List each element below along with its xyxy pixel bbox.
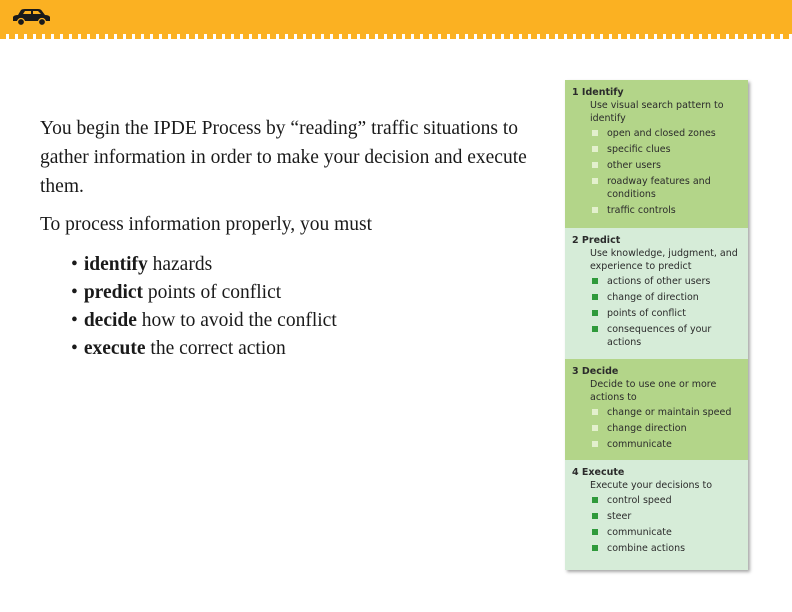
bullet-text: points of conflict [143, 282, 282, 303]
step-item: communicate [590, 438, 742, 451]
square-bullet-icon [592, 146, 598, 152]
step-item: roadway features and conditions [590, 175, 742, 201]
square-bullet-icon [592, 409, 598, 415]
step-decide [565, 359, 748, 460]
square-bullet-icon [592, 130, 598, 136]
step-intro: Use visual search pattern to identify [590, 100, 724, 124]
square-bullet-icon [592, 497, 598, 503]
bullet-item [71, 279, 540, 307]
main-text [40, 114, 540, 363]
step-intro: Use knowledge, judgment, and experience to predict [590, 248, 738, 272]
bullet-item [71, 335, 540, 363]
step-list [590, 275, 742, 349]
step-item: control speed [590, 494, 742, 507]
square-bullet-icon [592, 162, 598, 168]
step-title: 4 Execute [572, 467, 625, 478]
step-identify [565, 80, 748, 228]
step-list [590, 127, 742, 217]
bullet-item [71, 307, 540, 335]
step-item: consequences of your actions [590, 323, 742, 349]
ipde-bullet-list [71, 251, 540, 363]
bullet-keyword: predict [83, 282, 144, 303]
bullet-text: the correct action [145, 338, 286, 359]
car-icon [10, 7, 52, 27]
step-item: change or maintain speed [590, 406, 742, 419]
square-bullet-icon [592, 310, 598, 316]
bullet-text: how to avoid the conflict [136, 310, 337, 331]
bullet-dot: • [71, 338, 78, 359]
step-item: change direction [590, 422, 742, 435]
step-execute [565, 460, 748, 570]
bullet-dot: • [71, 282, 78, 303]
square-bullet-icon [592, 425, 598, 431]
square-bullet-icon [592, 278, 598, 284]
step-item: combine actions [590, 542, 742, 555]
square-bullet-icon [592, 326, 598, 332]
step-list [590, 494, 742, 555]
step-item: open and closed zones [590, 127, 742, 140]
bullet-text: hazards [147, 254, 213, 275]
bullet-dot: • [71, 310, 78, 331]
step-item: traffic controls [590, 204, 742, 217]
step-list [590, 406, 742, 451]
bullet-keyword: execute [83, 338, 146, 359]
ipde-chart-panel [565, 80, 748, 570]
step-item: change of direction [590, 291, 742, 304]
step-title: 2 Predict [572, 235, 621, 246]
step-item: other users [590, 159, 742, 172]
step-item: actions of other users [590, 275, 742, 288]
bullet-item [71, 251, 540, 279]
square-bullet-icon [592, 207, 598, 213]
step-intro: Execute your decisions to [590, 480, 713, 491]
step-item: specific clues [590, 143, 742, 156]
step-title: 1 Identify [572, 87, 624, 98]
intro-paragraph: You begin the IPDE Process by “reading” traffic situations to gather information in order to make your decision and execute them. [40, 118, 527, 197]
step-item: steer [590, 510, 742, 523]
lead-paragraph: To process information properly, you must [40, 214, 373, 235]
square-bullet-icon [592, 513, 598, 519]
square-bullet-icon [592, 178, 598, 184]
step-item: communicate [590, 526, 742, 539]
header-edge [0, 34, 792, 39]
square-bullet-icon [592, 441, 598, 447]
bullet-keyword: identify [83, 254, 148, 275]
step-title: 3 Decide [572, 366, 619, 377]
bullet-dot: • [71, 254, 78, 275]
square-bullet-icon [592, 529, 598, 535]
square-bullet-icon [592, 294, 598, 300]
step-item: points of conflict [590, 307, 742, 320]
header-bar [0, 0, 792, 34]
square-bullet-icon [592, 545, 598, 551]
bullet-keyword: decide [83, 310, 137, 331]
step-intro: Decide to use one or more actions to [590, 379, 717, 403]
step-predict [565, 228, 748, 359]
